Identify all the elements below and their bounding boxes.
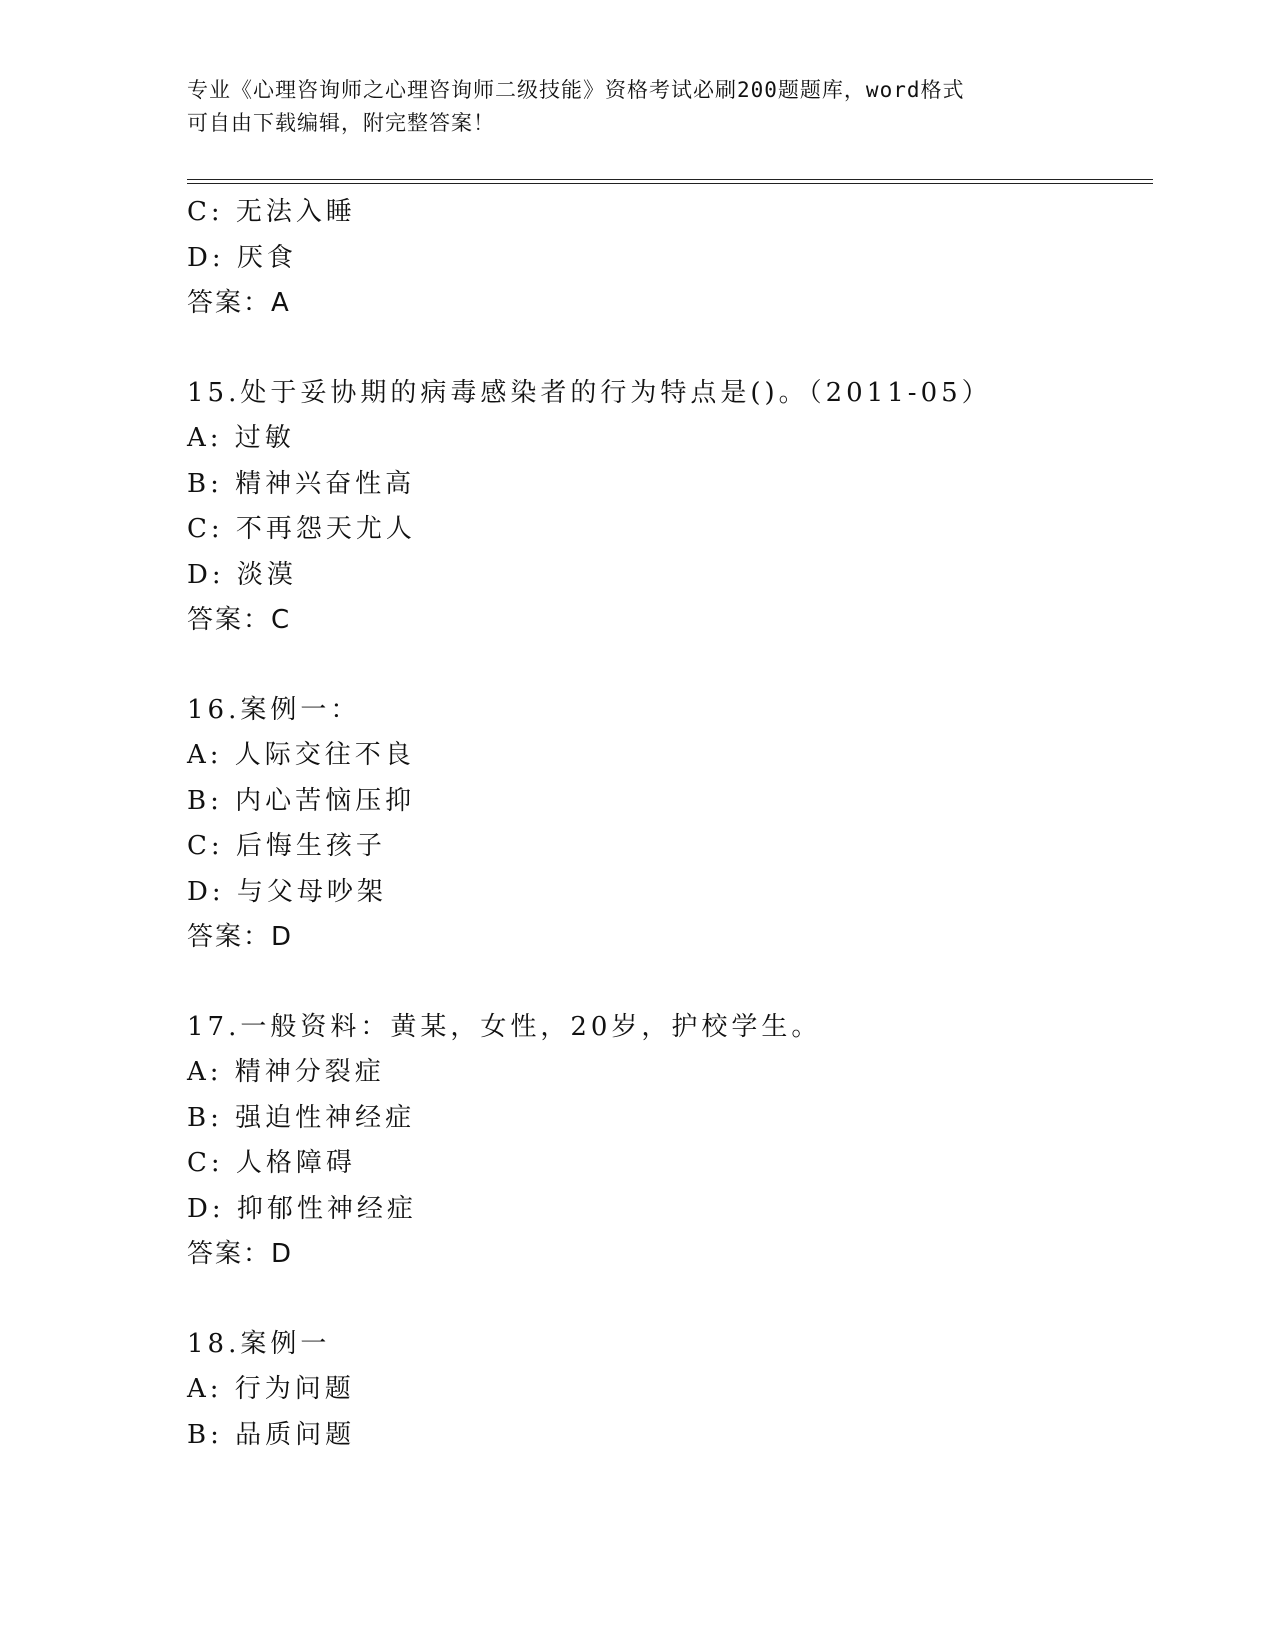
- document-header: [187, 74, 1087, 140]
- question-16: [187, 688, 1153, 961]
- option-a: A: 人际交往不良: [187, 740, 415, 770]
- question-15: [187, 371, 1153, 644]
- option-a: A: 行为问题: [187, 1374, 355, 1404]
- header-line-1: 专业《心理咨询师之心理咨询师二级技能》资格考试必刷200题题库，word格式: [187, 78, 965, 102]
- option-b: B: 内心苦恼压抑: [187, 785, 416, 816]
- header-rule-top: [187, 179, 1153, 180]
- option-a: A: 过敏: [187, 423, 295, 453]
- option-b: B: 精神兴奋性高: [187, 468, 416, 499]
- question-fragment: [187, 190, 1153, 327]
- header-rule-bottom: [187, 183, 1153, 184]
- question-stem: 16.案例一：: [187, 694, 361, 725]
- question-stem: 18.案例一: [187, 1328, 331, 1359]
- header-line-2: 可自由下载编辑，附完整答案！: [187, 111, 495, 135]
- question-list: [187, 190, 1153, 1458]
- option-c: C: 不再怨天尤人: [187, 514, 416, 544]
- answer: 答案：C: [187, 605, 292, 635]
- option-d: D: 与父母吵架: [187, 876, 387, 907]
- answer: 答案：D: [187, 1239, 294, 1269]
- option-c: C: 人格障碍: [187, 1148, 356, 1178]
- option-b: B: 强迫性神经症: [187, 1102, 416, 1133]
- option-c: C: 无法入睡: [187, 197, 356, 227]
- question-18: [187, 1322, 1153, 1459]
- option-d: D: 厌食: [187, 242, 297, 273]
- option-b: B: 品质问题: [187, 1419, 356, 1450]
- answer: 答案：A: [187, 288, 291, 318]
- option-d: D: 抑郁性神经症: [187, 1193, 417, 1224]
- question-stem: 17.一般资料：黄某，女性，20岁，护校学生。: [187, 1011, 822, 1042]
- option-c: C: 后悔生孩子: [187, 831, 386, 861]
- option-d: D: 淡漠: [187, 559, 297, 590]
- question-17: [187, 1005, 1153, 1278]
- answer: 答案：D: [187, 922, 294, 952]
- question-stem: 15.处于妥协期的病毒感染者的行为特点是()。（2011-05）: [187, 377, 992, 408]
- option-a: A: 精神分裂症: [187, 1057, 385, 1087]
